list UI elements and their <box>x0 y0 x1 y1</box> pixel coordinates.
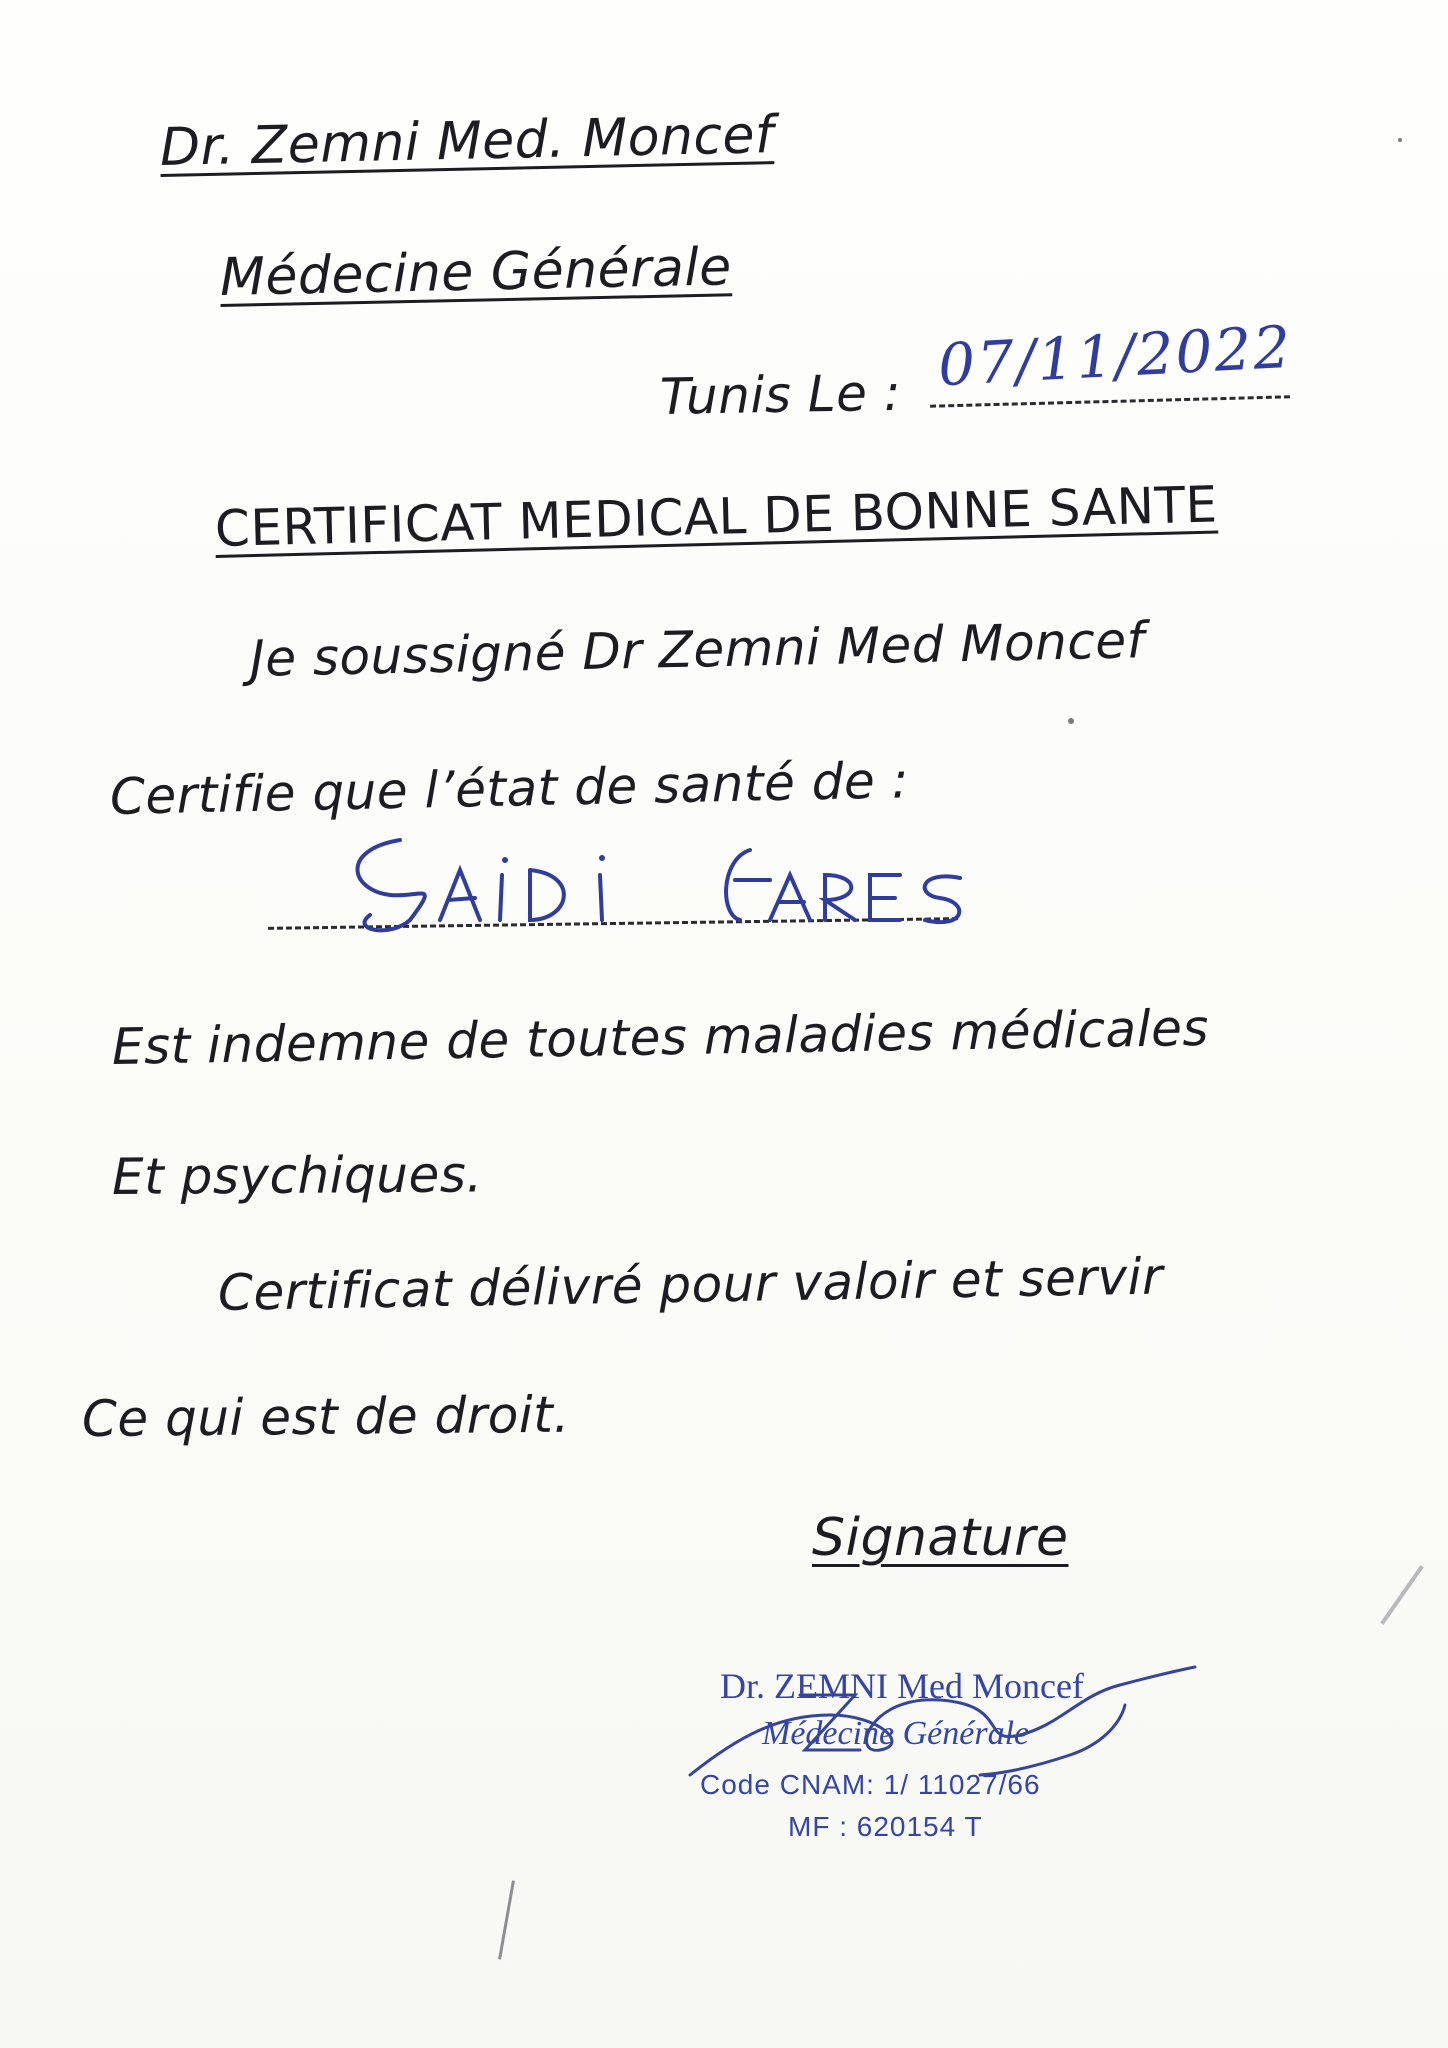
date-label: Tunis Le : <box>659 363 902 426</box>
body-line-psychic: Et psychiques. <box>111 1145 483 1206</box>
stamp-tax-number: MF : 620154 T <box>788 1811 983 1842</box>
handwritten-patient-name <box>330 820 1050 940</box>
body-line-rightful: Ce qui est de droit. <box>81 1385 571 1448</box>
stamp-cnam-code: Code CNAM: 1/ 11027/66 <box>700 1769 1041 1800</box>
doctor-name-header: Dr. Zemni Med. Moncef <box>159 105 775 178</box>
paper-speck <box>1068 718 1074 724</box>
body-line-undersigned: Je soussigné Dr Zemni Med Moncef <box>249 611 1146 688</box>
date-dotted-line <box>930 395 1290 407</box>
body-line-certify: Certifie que l’état de santé de : <box>109 751 910 826</box>
signature-label: Signature <box>812 1508 1069 1568</box>
stamp-doctor-name: Dr. ZEMNI Med Moncef <box>720 1666 1084 1706</box>
body-line-free-of-disease: Est indemne de toutes maladies médicales <box>111 998 1210 1076</box>
doctor-stamp <box>700 1665 1170 1855</box>
stamp-specialty: Médecine Générale <box>762 1715 1030 1752</box>
doctor-signature <box>680 1655 1200 1815</box>
specialty-header: Médecine Générale <box>219 237 733 308</box>
handwritten-date: 07/11/2022 <box>936 312 1294 400</box>
paper-speck <box>1398 138 1402 142</box>
certificate-title: CERTIFICAT MEDICAL DE BONNE SANTE <box>214 475 1219 558</box>
body-line-issued: Certificat délivré pour valoir et servir <box>217 1247 1164 1322</box>
paper-mark <box>498 1880 515 1959</box>
paper-mark <box>1380 1565 1423 1625</box>
